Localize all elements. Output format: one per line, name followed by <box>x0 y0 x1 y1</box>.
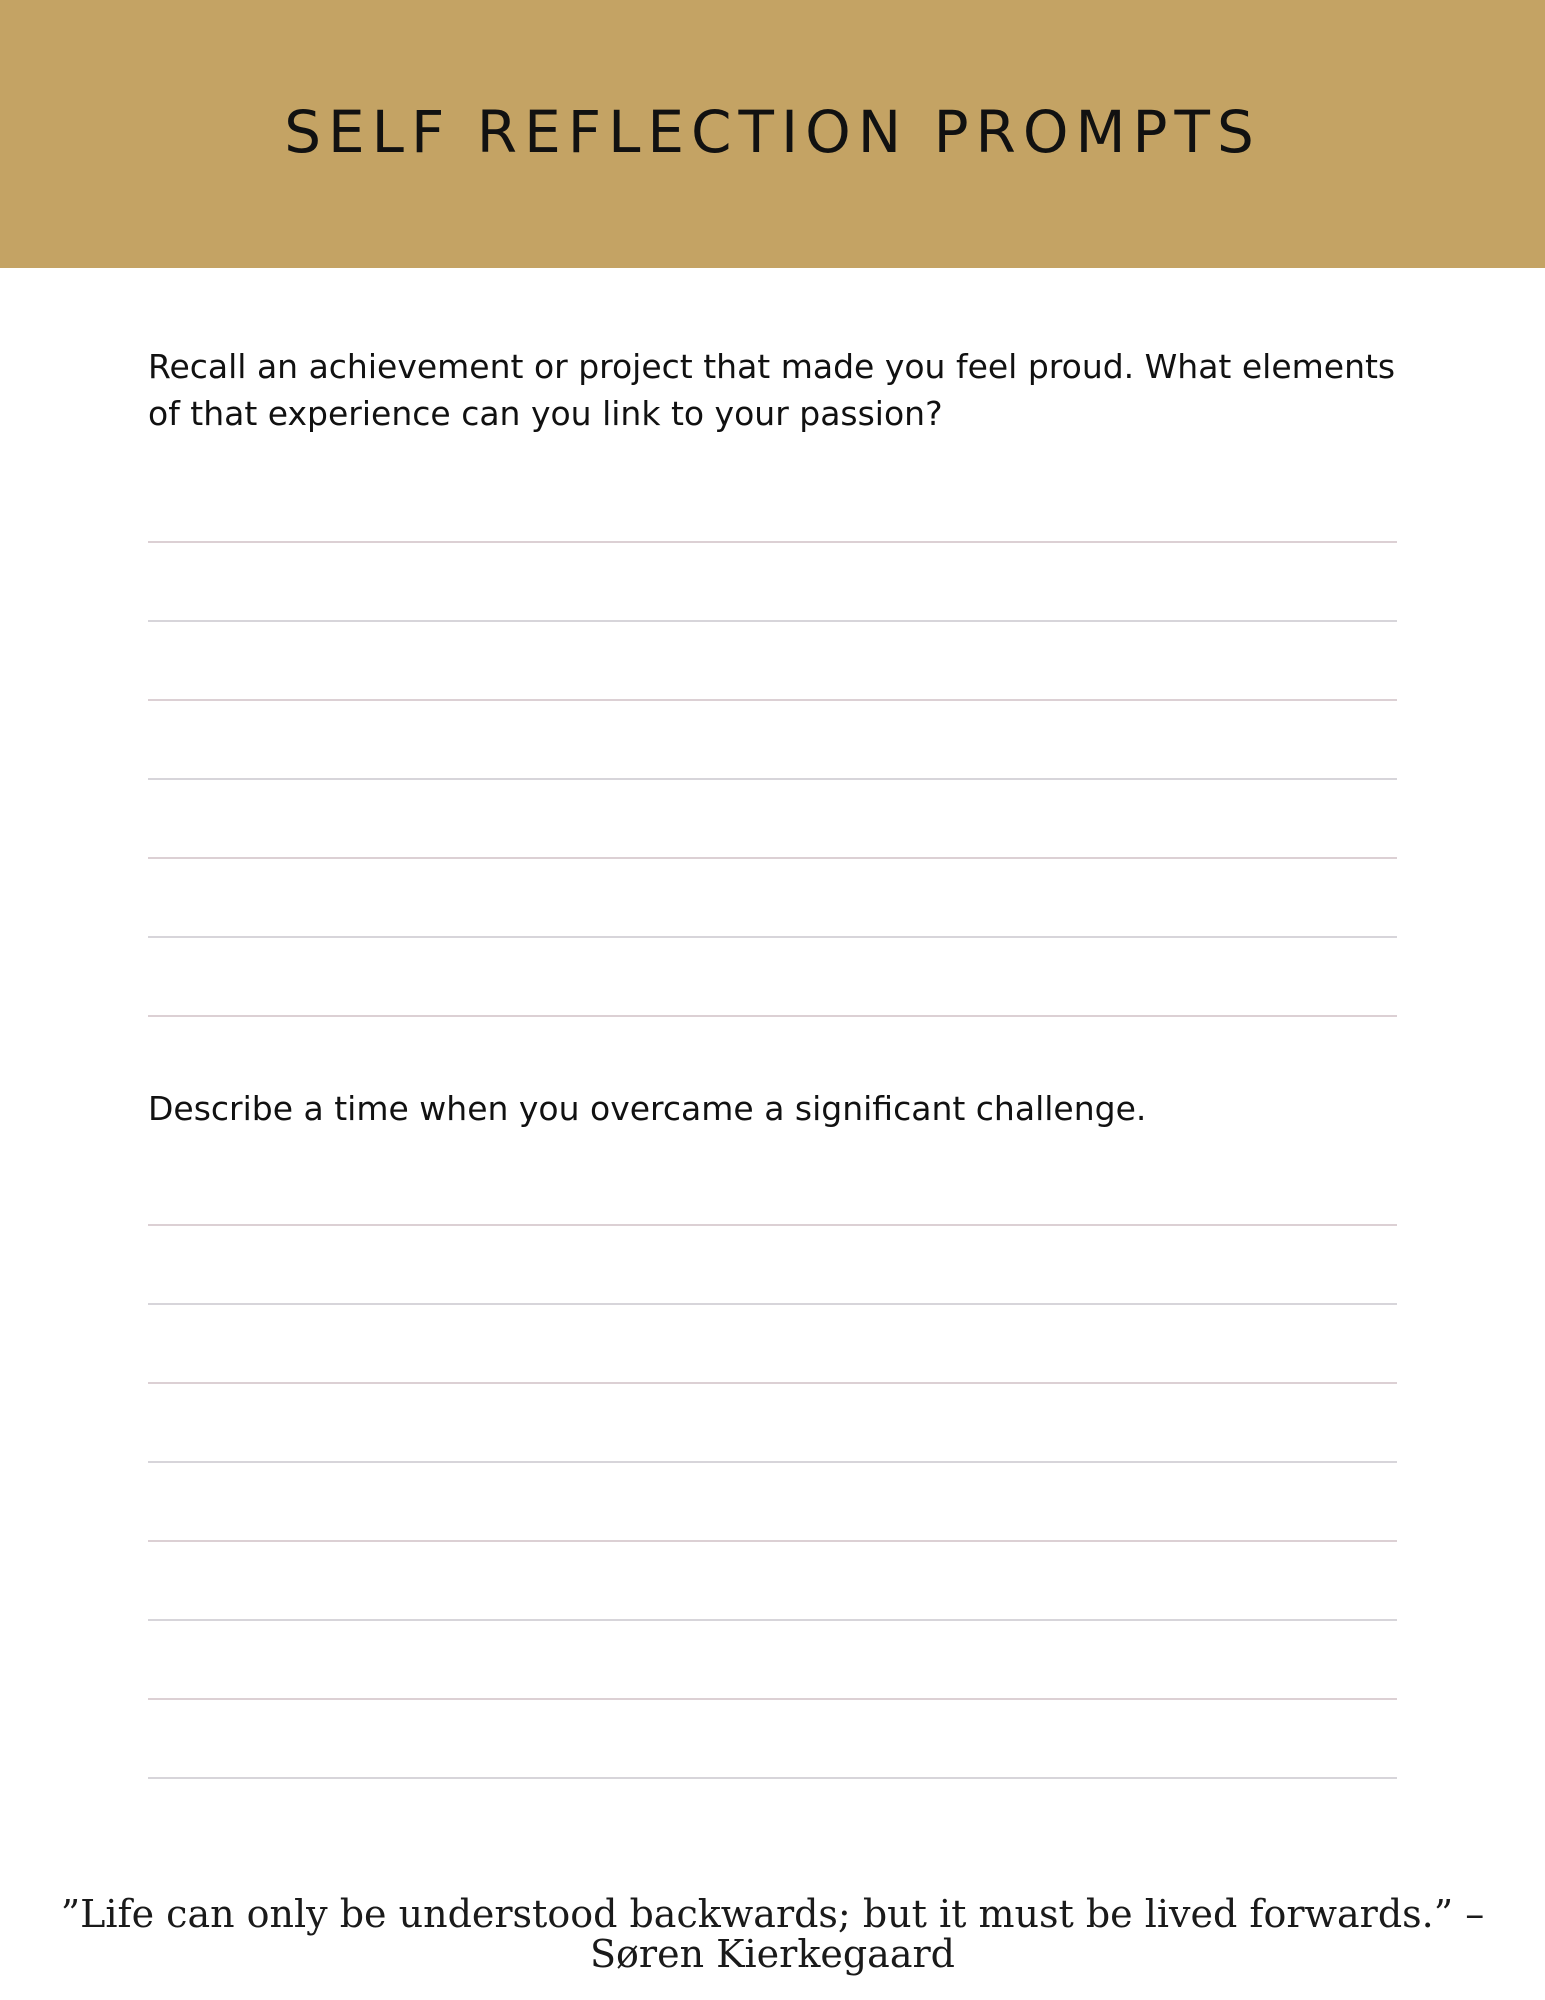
writing-line[interactable] <box>148 1461 1397 1463</box>
writing-line[interactable] <box>148 541 1397 543</box>
footer-quote <box>0 1894 1545 1974</box>
page-title: SELF REFLECTION PROMPTS <box>284 98 1261 166</box>
writing-line[interactable] <box>148 936 1397 938</box>
writing-line[interactable] <box>148 778 1397 780</box>
prompt-2-text: Describe a time when you overcame a significant challenge. <box>148 1089 1147 1128</box>
prompt-1-text: Recall an achievement or project that made you feel proud. What elements of that experience can you link to your passion? <box>148 347 1396 433</box>
writing-line[interactable] <box>148 1224 1397 1226</box>
writing-line[interactable] <box>148 1698 1397 1700</box>
writing-line[interactable] <box>148 1619 1397 1621</box>
writing-line[interactable] <box>148 1303 1397 1305</box>
title-banner <box>0 0 1545 268</box>
writing-line[interactable] <box>148 1015 1397 1017</box>
quote-author: Søren Kierkegaard <box>590 1932 955 1976</box>
writing-line[interactable] <box>148 1540 1397 1542</box>
writing-line[interactable] <box>148 1382 1397 1384</box>
writing-line[interactable] <box>148 699 1397 701</box>
writing-line[interactable] <box>148 857 1397 859</box>
writing-line[interactable] <box>148 1777 1397 1779</box>
writing-line[interactable] <box>148 620 1397 622</box>
quote-text: ”Life can only be understood backwards; but it must be lived forwards.” – <box>60 1892 1485 1936</box>
